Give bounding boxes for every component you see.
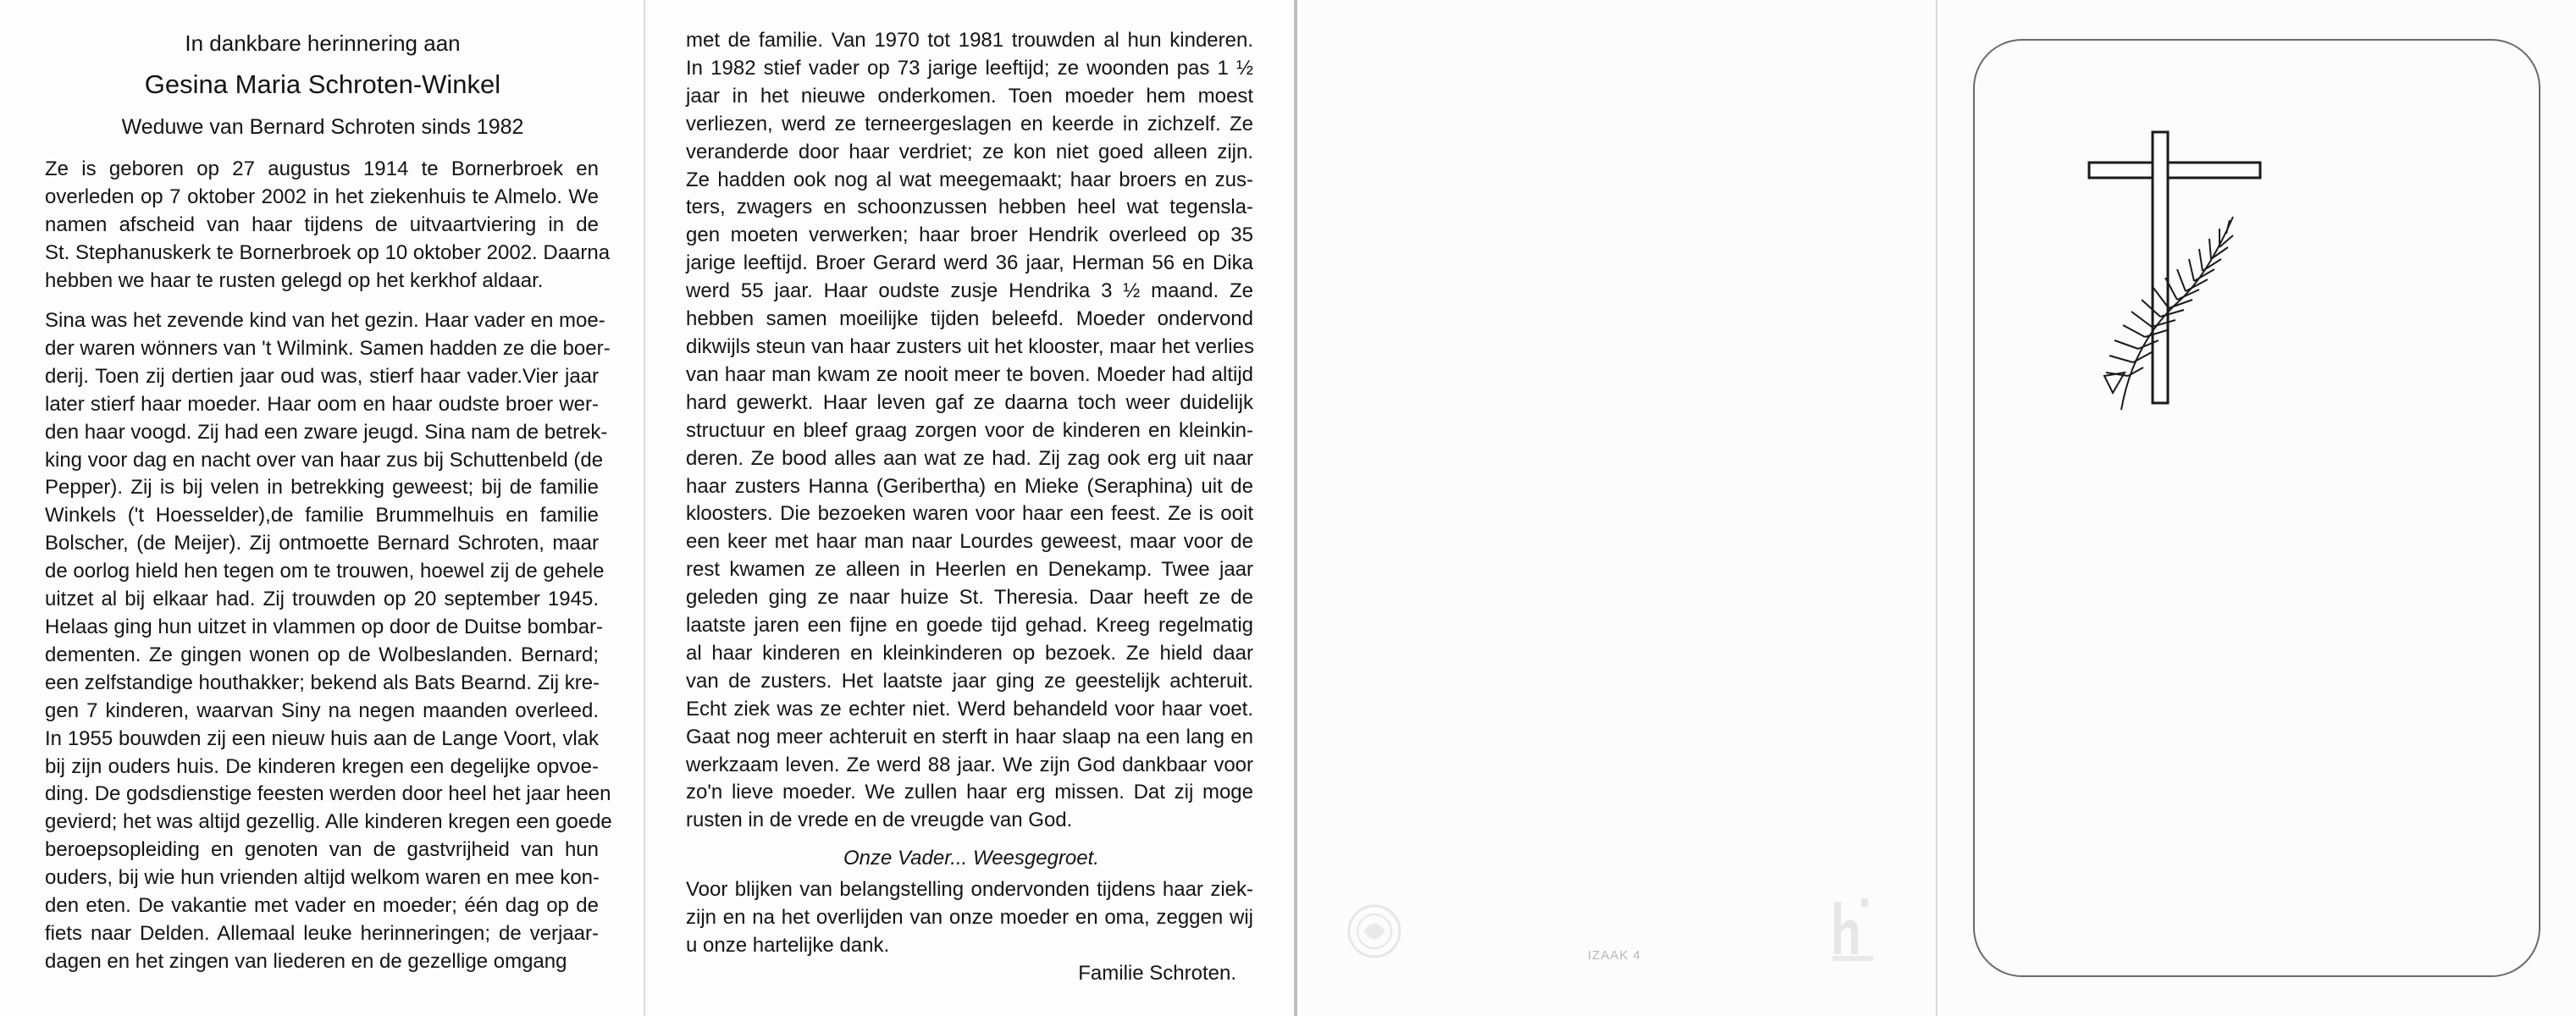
text-line: Echt ziek was ze echter niet. Werd behandeld voor haar voet. xyxy=(686,697,1253,721)
text-line: king voor dag en nacht over van haar zus bij Schuttenbeld (de xyxy=(45,448,604,472)
text-line: haar zusters Hanna (Geribertha) en Mieke (Seraphina) uit de xyxy=(686,474,1253,498)
text-line: rusten in de vrede en de vreugde van God. xyxy=(686,809,1073,832)
text-line: dagen en het zingen van liederen en de gezellige omgang xyxy=(45,949,567,973)
text-line: Voor blijken van belangstelling ondervonden tijdens haar ziek- xyxy=(686,878,1253,901)
biography-intro xyxy=(45,156,611,295)
text-line: gevierd; het was altijd gezellig. Alle kinderen kregen een goede xyxy=(45,810,612,834)
card-panel-left xyxy=(0,0,645,1016)
text-line: der waren wönners van 't Wilmink. Samen hadden ze die boer- xyxy=(45,336,611,360)
text-line: ding. De godsdienstige feesten werden door heel het jaar heen xyxy=(45,782,611,806)
text-line: zijn en na het overlijden van onze moeder en oma, zeggen wij xyxy=(686,905,1253,929)
text-line: al haar kinderen en kleinkinderen op bezoek. Ze hield daar xyxy=(686,641,1253,665)
text-line: Winkels ('t Hoesselder),de familie Brummelhuis en familie xyxy=(45,504,599,527)
embossed-seal-icon xyxy=(1345,897,1404,965)
text-line: Ze hadden ook nog al wat meegemaakt; haar broers en zus- xyxy=(686,168,1253,191)
text-line: dementen. Ze gingen wonen op de Wolbeslanden. Bernard; xyxy=(45,643,599,666)
text-line: een zelfstandige houthakker; bekend als Bats Bearnd. Zij kre- xyxy=(45,671,600,694)
print-code: IZAAK 4 xyxy=(1588,948,1641,963)
text-line: u onze hartelijke dank. xyxy=(686,933,890,957)
deceased-name: Gesina Maria Schroten-Winkel xyxy=(144,69,501,99)
text-line: zo'n lieve moeder. We zullen haar erg missen. Dat zij moge xyxy=(686,781,1253,804)
text-line: derij. Toen zij dertien jaar oud was, stierf haar vader.Vier jaar xyxy=(45,364,599,388)
text-line: van de zusters. Het laatste jaar ging ze geestelijk achteruit. xyxy=(686,669,1253,693)
family-signature: Familie Schroten. xyxy=(1078,962,1236,985)
text-line: veranderde door haar verdriet; ze kon niet goed alleen zijn. xyxy=(686,140,1253,163)
text-line: rest kwamen ze alleen in Heerlen en Denekamp. Twee jaar xyxy=(686,558,1253,582)
text-line: jarige leeftijd. Broer Gerard werd 36 jaar, Herman 56 en Dika xyxy=(686,251,1253,275)
text-line: met de familie. Van 1970 tot 1981 trouwden al hun kinderen. xyxy=(686,29,1253,52)
cross-with-palm-branch-icon xyxy=(2072,122,2267,427)
text-line: later stierf haar moeder. Haar oom en haar oudste broer wer- xyxy=(45,392,599,416)
text-line: gen 7 kinderen, waarvan Siny na negen maanden overleed. xyxy=(45,698,599,722)
text-line: verliezen, werd ze terneergeslagen en keerde in zichzelf. Ze xyxy=(686,112,1253,135)
text-line: den haar voogd. Zij had een zware jeugd. Sina nam de betrek- xyxy=(45,420,608,444)
card-panel-front xyxy=(1938,0,2576,1016)
text-line: Gaat nog meer achteruit en sterft in haar slaap na een lang en xyxy=(686,725,1253,748)
text-line: structuur en bleef graag zorgen voor de kinderen en kleinkin- xyxy=(686,418,1253,442)
text-line: geleden ging ze naar huize St. Theresia. Daar heeft ze de xyxy=(686,586,1253,610)
text-line: In 1955 bouwden zij een nieuw huis aan de Lange Voort, vlak xyxy=(45,726,599,750)
text-line: Pepper). Zij is bij velen in betrekking geweest; bij de familie xyxy=(45,476,599,500)
dedication-heading: In dankbare herinnering aan xyxy=(185,30,461,56)
text-line: Helaas ging hun uitzet in vlammen op door de Duitse bombar- xyxy=(45,615,604,638)
text-line: deren. Ze bood alles aan wat ze had. Zij zag ook erg uit naar xyxy=(686,446,1253,470)
text-line: gen moeten verwerken; haar broer Hendrik overleed op 35 xyxy=(686,224,1253,247)
text-line: dikwijls steun van haar zusters uit het klooster, maar het verlies xyxy=(686,334,1254,358)
text-line: ouders, bij wie hun vrienden altijd welkom waren en mee kon- xyxy=(45,866,600,890)
text-line: Bolscher, (de Meijer). Zij ontmoette Bernard Schroten, maar xyxy=(45,532,599,555)
text-line: St. Stephanuskerk te Bornerbroek op 10 oktober 2002. Daarna xyxy=(45,240,611,264)
prayer-line: Onze Vader... Weesgegroet. xyxy=(843,847,1099,870)
text-line: werd 55 jaar. Haar oudste zusje Hendrika 3 ½ maand. Ze xyxy=(686,279,1253,303)
text-line: de oorlog hield hen tegen om te trouwen, hoewel zij de gehele xyxy=(45,560,605,583)
card-panel-back xyxy=(1297,0,1938,1016)
text-line: jaar in het nieuwe onderkomen. Toen moeder hem moest xyxy=(686,84,1253,108)
text-line: kloosters. Die bezoeken waren voor haar een feest. Ze is ooit xyxy=(686,502,1253,526)
text-line: hard gewerkt. Haar leven gaf ze daarna toch weer duidelijk xyxy=(686,390,1253,414)
text-line: laatste jaren een fijne en goede tijd gehad. Kreeg regelmatig xyxy=(686,614,1253,638)
widow-subtitle: Weduwe van Bernard Schroten sinds 1982 xyxy=(121,115,524,139)
text-line: namen afscheid van haar tijdens de uitvaartviering in de xyxy=(45,213,599,236)
text-line: beroepsopleiding en genoten van de gastvrijheid van hun xyxy=(45,838,599,862)
text-line: overleden op 7 oktober 2002 in het ziekenhuis te Almelo. We xyxy=(45,185,599,208)
text-line: bij zijn ouders huis. De kinderen kregen een degelijke opvoe- xyxy=(45,754,599,778)
text-line: van haar man kwam ze nooit meer te boven. Moeder had altijd xyxy=(686,362,1253,386)
text-line: Sina was het zevende kind van het gezin. Haar vader en moe- xyxy=(45,309,605,332)
text-line: hebben we haar te rusten gelegd op het kerkhof aldaar. xyxy=(45,268,544,292)
card-panel-center xyxy=(645,0,1297,1016)
text-line: werkzaam leven. Ze werd 88 jaar. We zijn God dankbaar voor xyxy=(686,753,1253,776)
text-line: hebben samen moeilijke tijden beleefd. Moeder ondervond xyxy=(686,307,1253,331)
thanks-text xyxy=(686,876,1253,960)
text-line: In 1982 stief vader op 73 jarige leeftijd; ze woonden pas 1 ½ xyxy=(686,56,1253,80)
text-line: een keer met haar man naar Lourdes geweest, maar voor de xyxy=(686,530,1253,554)
biography-continued xyxy=(686,27,1253,835)
biography-life-story xyxy=(45,307,612,976)
embossed-monogram-icon xyxy=(1827,893,1878,965)
text-line: den eten. De vakantie met vader en moeder; één dag op de xyxy=(45,894,599,918)
text-line: uitzet al bij elkaar had. Zij trouwden op 20 september 1945. xyxy=(45,588,599,611)
text-line: Ze is geboren op 27 augustus 1914 te Bornerbroek en xyxy=(45,157,599,180)
text-line: ters, zwagers en schoonzussen hebben heel wat tegensla- xyxy=(686,196,1253,219)
text-line: fiets naar Delden. Allemaal leuke herinneringen; de verjaar- xyxy=(45,921,599,945)
